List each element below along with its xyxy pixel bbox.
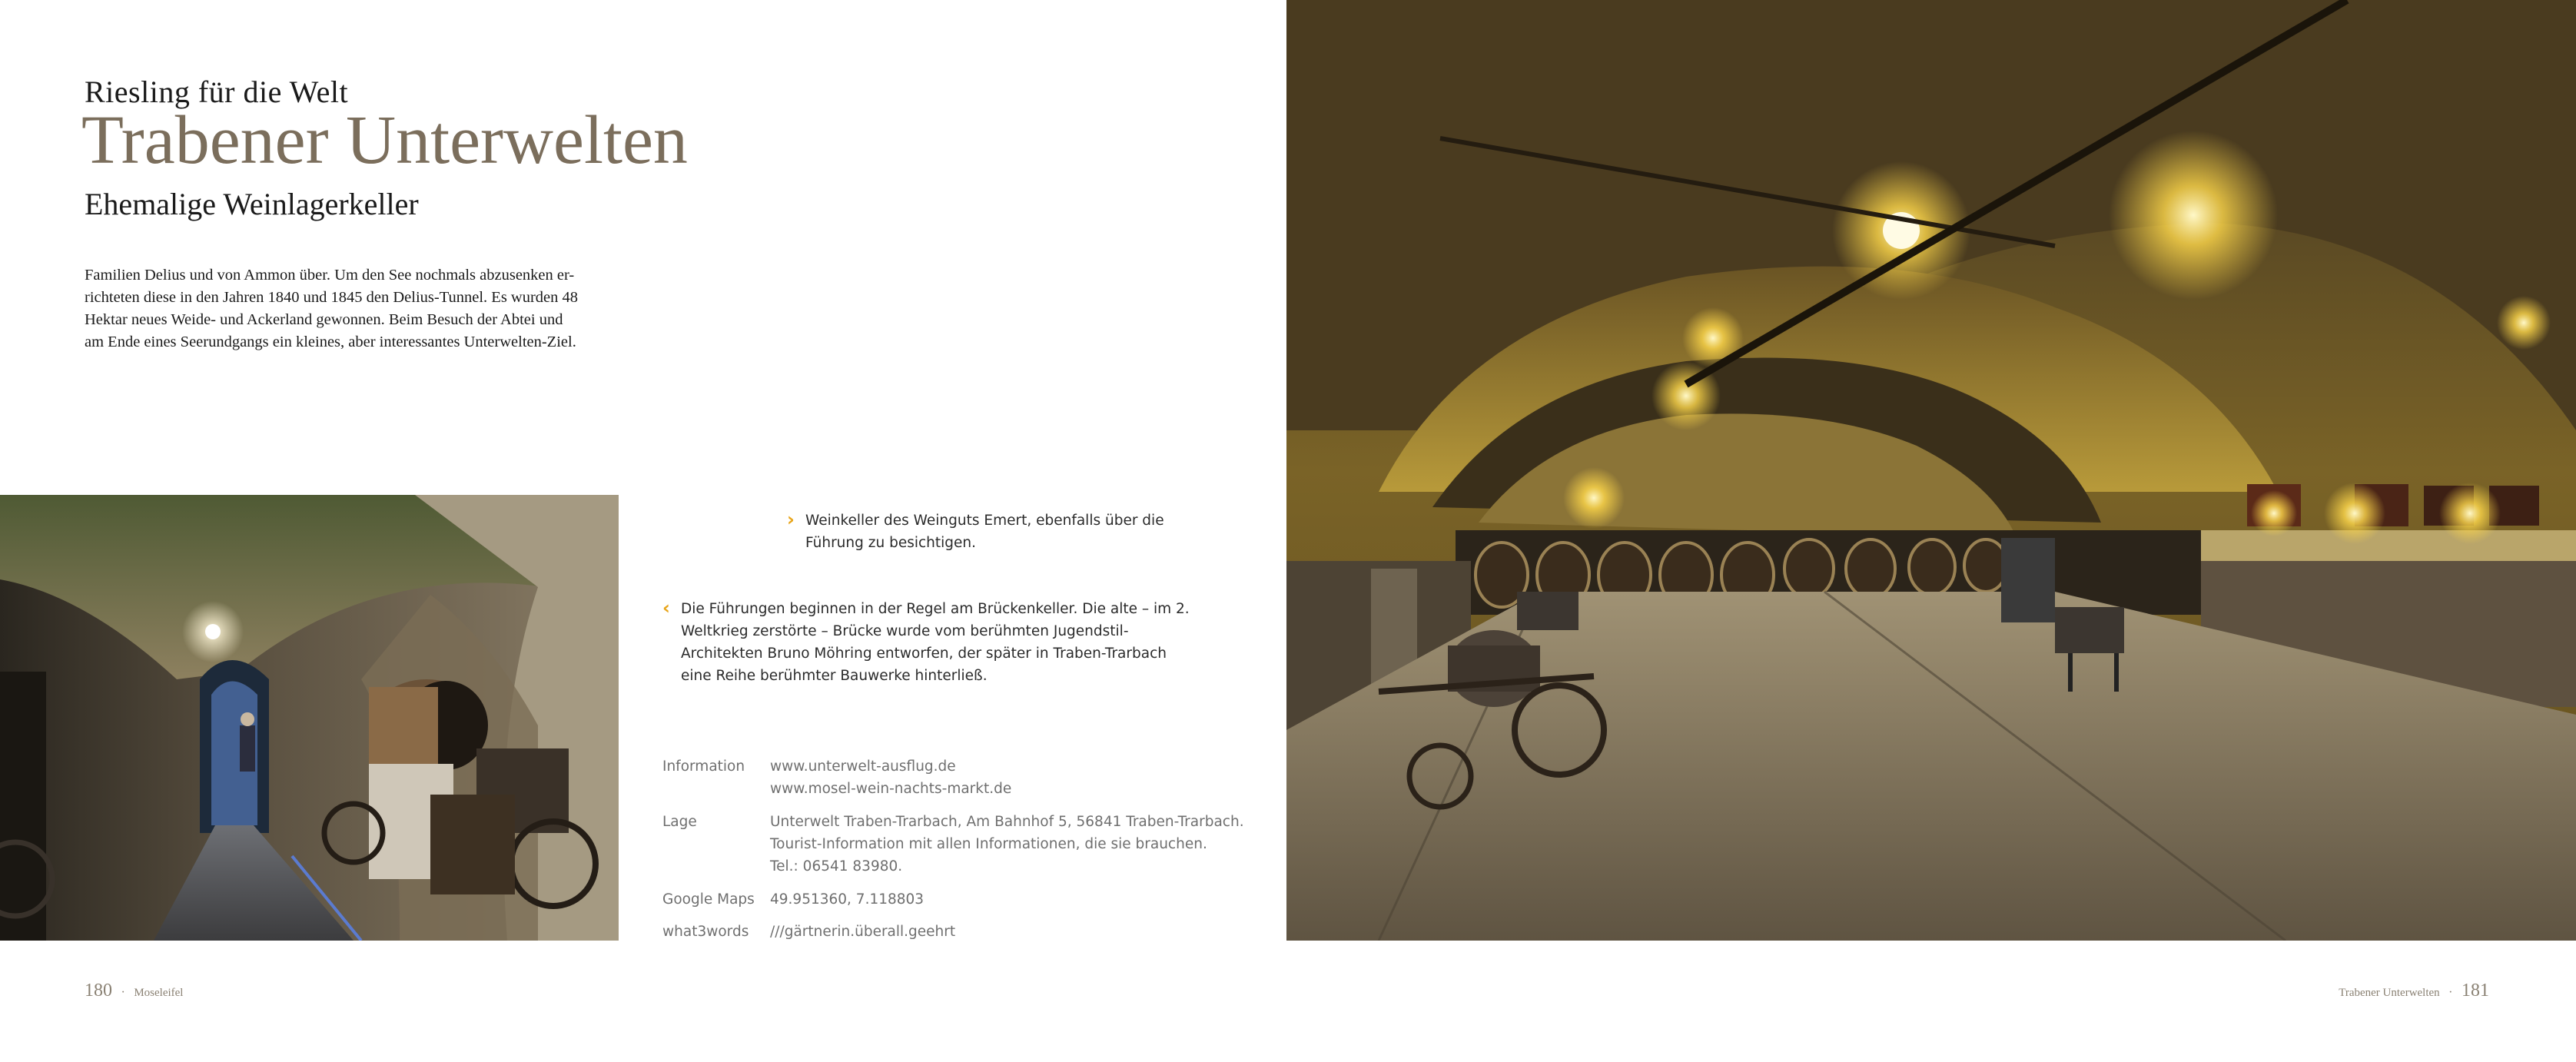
info-row-what3words bbox=[662, 921, 1216, 943]
wine-cellar-vault-image bbox=[1286, 0, 2576, 941]
page-title: Trabener Unterwelten bbox=[81, 102, 688, 178]
chevron-left-icon: ‹ bbox=[662, 597, 670, 619]
caption-text: Die Führungen beginnen in der Regel am Brückenkeller. Die alte – im 2. Weltkrieg zerstörte – Brücke wurde vom berühmten Jugendstil-Architekten Bruno Möhring entworfen, der später in Traben-Trarbach eine Reihe berühmter Bauwerke hinterließ. bbox=[681, 601, 1190, 684]
cellar-tunnel-image bbox=[0, 495, 619, 941]
info-table bbox=[662, 755, 1244, 953]
chevron-right-icon: › bbox=[787, 509, 795, 530]
folio-left bbox=[85, 981, 183, 1001]
info-value: 49.951360, 7.118803 bbox=[770, 891, 925, 908]
cellar-tunnel-photo bbox=[0, 495, 619, 941]
folio-separator: · bbox=[2448, 986, 2453, 999]
caption-text: Weinkeller des Weinguts Emert, ebenfalls über die Führung zu besichtigen. bbox=[805, 513, 1164, 551]
website-link[interactable]: www.mosel-wein-nachts-markt.de bbox=[770, 781, 1012, 797]
kicker: Riesling für die Welt bbox=[85, 75, 349, 109]
right-page bbox=[1286, 0, 2576, 1062]
intro-line: Hektar neues Weide- und Ackerland gewonnen. Beim Besuch der Abtei und bbox=[85, 311, 563, 328]
info-value: ///gärtnerin.überall.geehrt bbox=[770, 924, 956, 940]
info-row-lage bbox=[662, 811, 1244, 878]
intro-line: am Ende eines Seerundgangs ein kleines, aber interessantes Unterwelten-Ziel. bbox=[85, 334, 576, 350]
page-subtitle: Ehemalige Weinlagerkeller bbox=[85, 187, 419, 221]
info-row-maps bbox=[662, 888, 1216, 911]
section-name: Moseleifel bbox=[134, 987, 184, 999]
intro-line: richteten diese in den Jahren 1840 und 1845 den Delius-Tunnel. Es wurden 48 bbox=[85, 289, 579, 306]
info-value bbox=[770, 755, 1216, 800]
intro-line: Familien Delius und von Ammon über. Um den See nochmals abzusenken er- bbox=[85, 267, 575, 284]
folio-separator: · bbox=[121, 986, 125, 999]
address-line: Tourist-Information mit allen Informationen, die sie brauchen. bbox=[770, 836, 1207, 852]
info-row-information bbox=[662, 755, 1216, 800]
info-value bbox=[770, 811, 1244, 878]
info-label: Lage bbox=[662, 814, 697, 830]
info-label: what3words bbox=[662, 924, 749, 940]
info-label: Google Maps bbox=[662, 891, 755, 908]
folio-right bbox=[2339, 981, 2489, 1001]
section-name: Trabener Unterwelten bbox=[2339, 987, 2440, 999]
website-link[interactable]: www.unterwelt-ausflug.de bbox=[770, 758, 956, 775]
wine-cellar-vault-photo bbox=[1286, 0, 2576, 941]
intro-text bbox=[85, 264, 622, 353]
info-label: Information bbox=[662, 758, 745, 775]
address-line: Unterwelt Traben-Trarbach, Am Bahnhof 5, 56841 Traben-Trarbach. bbox=[770, 814, 1244, 830]
left-page bbox=[0, 0, 1286, 1062]
page-number: 180 bbox=[85, 981, 112, 1001]
address-line: Tel.: 06541 83980. bbox=[770, 858, 903, 874]
caption-weinkeller bbox=[787, 509, 1197, 554]
page-number: 181 bbox=[2461, 981, 2489, 1001]
caption-fuehrungen bbox=[662, 597, 1196, 687]
